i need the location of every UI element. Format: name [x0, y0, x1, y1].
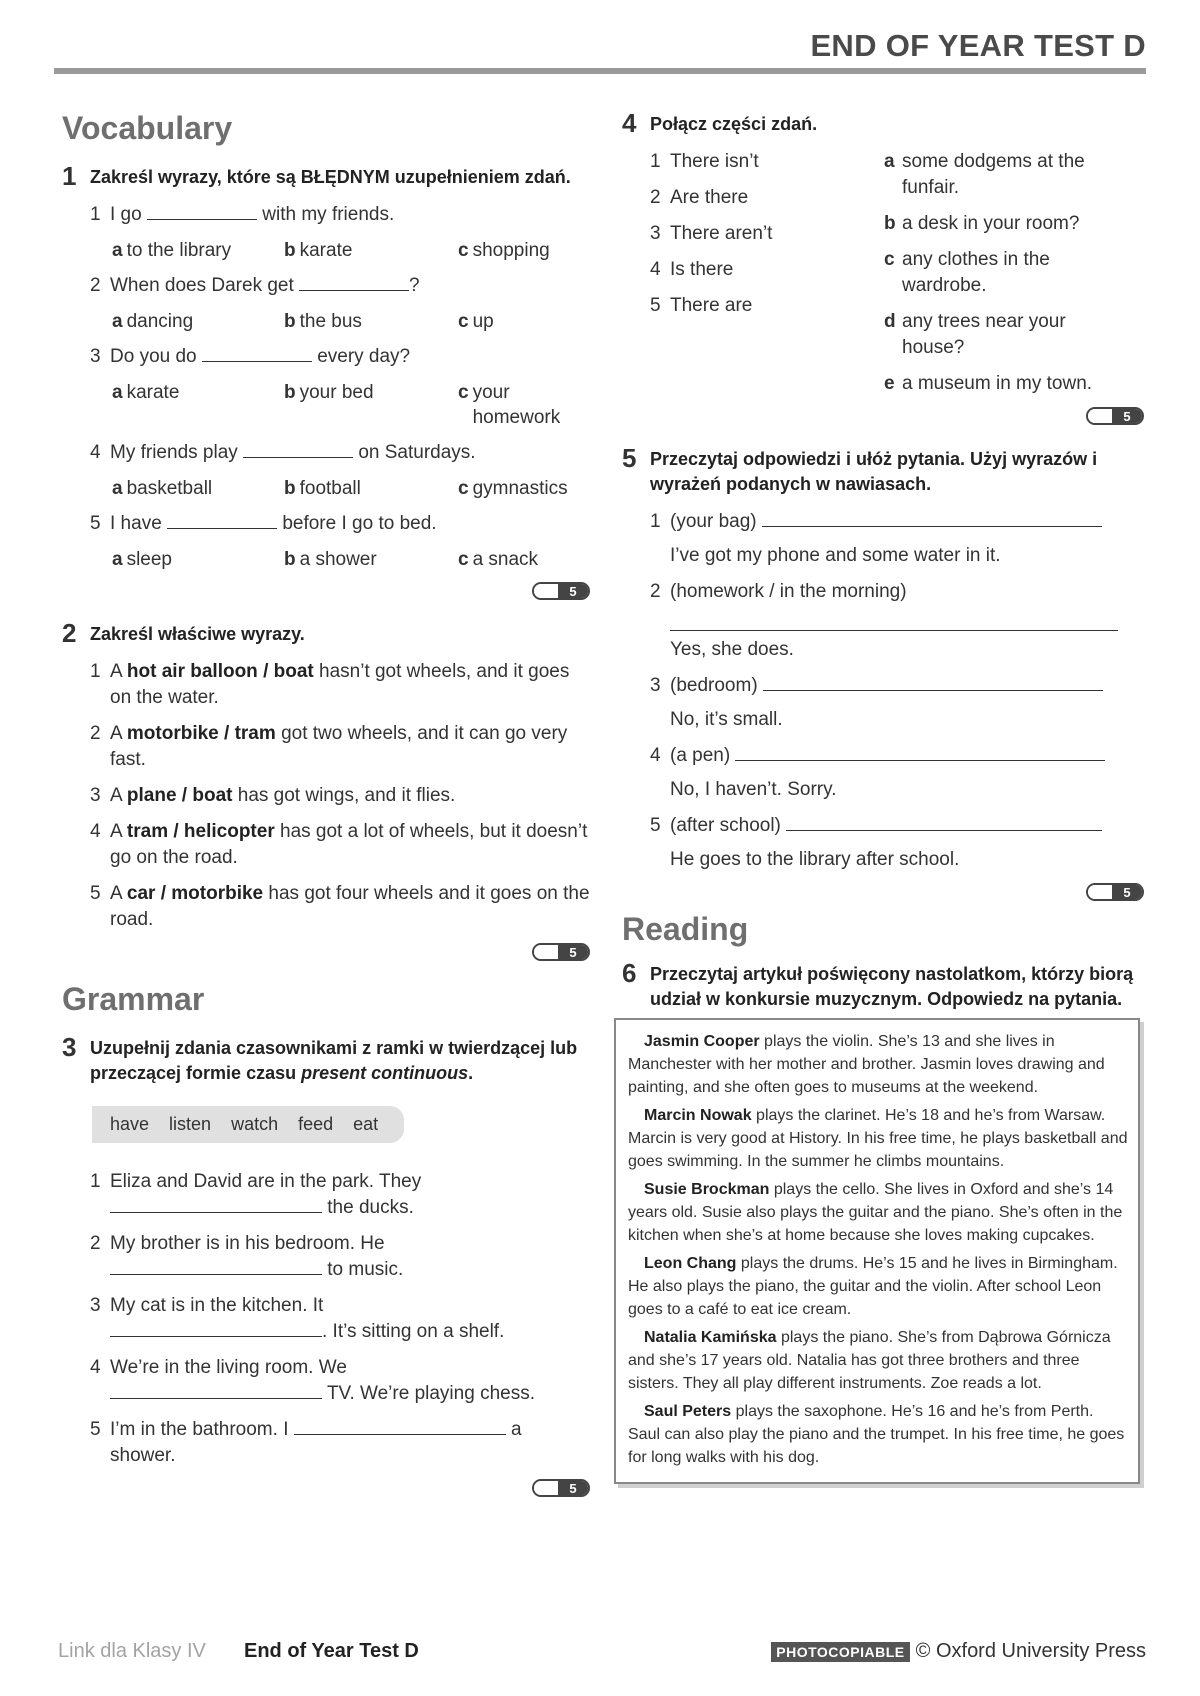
item-text: I go [110, 204, 142, 225]
reading-paragraph: Leon Chang plays the drums. He’s 15 and he lives in Birmingham. He also plays the piano, the guitar and the violin. After school Leon goes to a café to eat ice cream. [628, 1255, 1118, 1318]
item-text: with my friends. [262, 204, 395, 225]
score-input[interactable] [1088, 885, 1112, 899]
option-b[interactable]: b the bus [284, 311, 362, 332]
exercise-5-header [622, 445, 1144, 497]
word-choice[interactable]: hot air balloon / boat [126, 661, 314, 682]
gap-item [90, 273, 590, 299]
exercise-3-header [62, 1034, 590, 1086]
gap-item [90, 344, 590, 370]
score-input[interactable] [534, 945, 558, 959]
exercise-1-header [62, 163, 590, 190]
answer-blank[interactable] [735, 743, 1105, 761]
given-answer: No, it’s small. [670, 709, 783, 730]
item-text: before I go to bed. [282, 513, 437, 534]
page-header [54, 26, 1146, 74]
item-text: ? [409, 275, 420, 296]
page-footer [58, 1640, 1146, 1670]
sentence-start[interactable]: 4 Is there [650, 259, 734, 280]
exercise-3-items [62, 1169, 590, 1469]
right-column [622, 110, 1144, 1484]
answer-blank[interactable] [243, 440, 353, 458]
item-text: My friends play [110, 442, 238, 463]
reading-heading: Reading [622, 911, 749, 947]
word-choice[interactable]: plane / boat [126, 785, 233, 806]
sentence-start[interactable]: 1 There isn’t [650, 151, 759, 172]
item-text: I have [110, 513, 162, 534]
question-item: 3 (bedroom) [650, 673, 1144, 699]
exercise-number: 4 [622, 108, 637, 138]
item-number: 5 [90, 883, 101, 904]
test-name: End of Year Test D [244, 1640, 419, 1662]
sentence-starts [650, 149, 884, 407]
choice-item: 3 A plane / boat has got wings, and it flies. [90, 783, 590, 809]
item-number: 5 [90, 1419, 101, 1440]
score-box-ex4 [622, 407, 1144, 425]
gap-item: 2 My brother is in his bedroom. He to music. [90, 1231, 590, 1283]
option-b[interactable]: b your bed [284, 382, 374, 403]
answer-blank[interactable] [763, 673, 1103, 691]
gap-item [90, 440, 590, 466]
item-number: 2 [90, 723, 101, 744]
given-answer: He goes to the library after school. [670, 849, 960, 870]
exercise-instruction: Przeczytaj odpowiedzi i ułóż pytania. Użyj wyrazów i wyrażeń podanych w nawiasach. [650, 449, 1098, 494]
word-choice[interactable]: tram / helicopter [126, 821, 275, 842]
answer-blank[interactable] [110, 1319, 322, 1337]
item-number: 3 [90, 1295, 101, 1316]
option-b[interactable]: b karate [284, 240, 353, 261]
series-name: Link dla Klasy IV [58, 1640, 206, 1662]
item-number: 2 [90, 275, 101, 296]
matching-exercise [650, 149, 1144, 407]
item-text: every day? [317, 346, 411, 367]
score-max: 5 [558, 945, 588, 959]
score-max: 5 [1112, 409, 1142, 423]
score-box-ex3 [62, 1479, 590, 1497]
exercise-number: 1 [62, 161, 77, 191]
sentence-endings [884, 149, 1144, 407]
option-b[interactable]: b a shower [284, 549, 377, 570]
answer-blank[interactable] [202, 344, 312, 362]
item-number: 2 [90, 1233, 101, 1254]
gap-item [90, 202, 590, 228]
option-b[interactable]: b football [284, 478, 361, 499]
option-a[interactable]: a sleep [112, 549, 172, 570]
exercise-2-items [62, 659, 590, 933]
answer-blank[interactable] [147, 202, 257, 220]
score-input[interactable] [534, 584, 558, 598]
item-number: 1 [90, 204, 101, 225]
reading-paragraph: Susie Brockman plays the cello. She lives in Oxford and she’s 14 years old. Susie also plays the guitar and the piano. She’s often in the kitchen when she’s at home because she loves making cupcakes. [628, 1181, 1123, 1244]
item-number: 3 [90, 346, 101, 367]
option-c[interactable]: c up [458, 311, 494, 332]
item-number: 4 [90, 442, 101, 463]
item-text: Do you do [110, 346, 197, 367]
sentence-ending[interactable]: a some dodgems at the funfair. [884, 151, 1085, 198]
item-number: 1 [90, 661, 101, 682]
exercise-instruction: Zakreśl właściwe wyrazy. [90, 624, 305, 644]
exercise-instruction: Zakreśl wyrazy, które są BŁĘDNYM uzupełnieniem zdań. [90, 167, 571, 187]
left-column [62, 110, 590, 1517]
word-box-item: listen [169, 1114, 212, 1134]
option-a[interactable]: a karate [112, 382, 180, 403]
answer-blank[interactable] [762, 509, 1102, 527]
score-box-ex5 [622, 883, 1144, 901]
gap-item: 3 My cat is in the kitchen. It . It’s sitting on a shelf. [90, 1293, 590, 1345]
reading-paragraph: Jasmin Cooper plays the violin. She’s 13 and she lives in Manchester with her mother and brother. Jasmin loves drawing and painting, and she often goes to museums at the weekend. [628, 1033, 1105, 1096]
exercise-instruction: Uzupełnij zdania czasownikami z ramki w twierdzącej lub przeczącej formie czasu present continuous. [90, 1038, 578, 1083]
grammar-heading: Grammar [62, 981, 205, 1017]
score-max: 5 [1112, 885, 1142, 899]
sentence-ending[interactable]: c any clothes in the wardrobe. [884, 249, 1050, 296]
answer-blank[interactable] [110, 1381, 322, 1399]
option-c[interactable]: c shopping [458, 240, 550, 261]
score-max: 5 [558, 1481, 588, 1495]
choice-item: 4 A tram / helicopter has got a lot of wheels, but it doesn’t go on the road. [90, 819, 590, 871]
sentence-start[interactable]: 2 Are there [650, 187, 749, 208]
word-choice[interactable]: motorbike / tram [126, 723, 276, 744]
exercise-number: 6 [622, 958, 637, 988]
option-row [112, 309, 590, 334]
question-item [670, 609, 1144, 631]
word-box [92, 1106, 404, 1143]
item-number: 5 [90, 513, 101, 534]
given-answer: No, I haven’t. Sorry. [670, 779, 837, 800]
option-a[interactable]: a dancing [112, 311, 194, 332]
reading-paragraph: Natalia Kamińska plays the piano. She’s from Dąbrowa Górnicza and she’s 17 years old. Natalia has got three brothers and three sisters. They all play different instruments. Zoe reads a lot. [628, 1329, 1111, 1392]
given-answer: I’ve got my phone and some water in it. [670, 545, 1001, 566]
choice-item: 2 A motorbike / tram got two wheels, and it can go very fast. [90, 721, 590, 773]
given-answer: Yes, she does. [670, 639, 794, 660]
item-text: on Saturdays. [358, 442, 476, 463]
exercise-number: 5 [622, 443, 637, 473]
option-row [112, 547, 590, 572]
exercise-4-header [622, 110, 1144, 137]
question-item: 5 (after school) [650, 813, 1144, 839]
sentence-ending[interactable]: b a desk in your room? [884, 213, 1080, 234]
score-input[interactable] [1088, 409, 1112, 423]
option-c[interactable]: c your homework [458, 382, 561, 428]
word-box-item: feed [298, 1114, 334, 1134]
answer-blank[interactable] [786, 813, 1102, 831]
item-number: 4 [90, 1357, 101, 1378]
score-input[interactable] [534, 1481, 558, 1495]
reading-text-box [614, 1018, 1140, 1484]
item-number: 1 [90, 1171, 101, 1192]
gap-item: 5 I’m in the bathroom. I a shower. [90, 1417, 590, 1469]
choice-item: 5 A car / motorbike has got four wheels and it goes on the road. [90, 881, 590, 933]
exercise-number: 2 [62, 618, 77, 648]
answer-blank[interactable] [167, 511, 277, 529]
score-box-ex1 [62, 582, 590, 600]
answer-blank[interactable] [294, 1417, 506, 1435]
exercise-6-header [622, 960, 1144, 1012]
option-row [112, 238, 590, 263]
publisher: © Oxford University Press [915, 1640, 1146, 1662]
exercise-5-items [622, 509, 1144, 873]
word-choice[interactable]: car / motorbike [126, 883, 264, 904]
option-c[interactable]: c gymnastics [458, 478, 568, 499]
score-box-ex2 [62, 943, 590, 961]
answer-blank[interactable] [299, 273, 409, 291]
exercise-instruction: Przeczytaj artykuł poświęcony nastolatkom, którzy biorą udział w konkursie muzycznym. Odpowiedz na pytania. [650, 964, 1134, 1009]
sentence-ending[interactable]: d any trees near your house? [884, 311, 1066, 358]
reading-paragraph: Saul Peters plays the saxophone. He’s 16 and he’s from Perth. Saul can also play the piano and the trumpet. In his free time, he goes for long walks with his dog. [628, 1403, 1125, 1466]
gap-item: 1 Eliza and David are in the park. They the ducks. [90, 1169, 590, 1221]
sentence-start[interactable]: 5 There are [650, 295, 753, 316]
score-max: 5 [558, 584, 588, 598]
reading-paragraph: Marcin Nowak plays the clarinet. He’s 18 and he’s from Warsaw. Marcin is very good at History. In his free time, he plays basketball and goes swimming. In the summer he climbs mountains. [628, 1107, 1128, 1170]
item-text: When does Darek get [110, 275, 294, 296]
option-row [112, 476, 590, 501]
gap-item [90, 511, 590, 537]
answer-blank[interactable] [670, 609, 1118, 631]
exercise-instruction: Połącz części zdań. [650, 114, 818, 134]
choice-item: 1 A hot air balloon / boat hasn’t got wheels, and it goes on the water. [90, 659, 590, 711]
option-a[interactable]: a basketball [112, 478, 213, 499]
word-box-item: have [110, 1114, 150, 1134]
question-item: 2 (homework / in the morning) [650, 581, 907, 602]
option-a[interactable]: a to the library [112, 240, 232, 261]
sentence-ending[interactable]: e a museum in my town. [884, 373, 1093, 394]
sentence-start[interactable]: 3 There aren’t [650, 223, 773, 244]
item-number: 4 [90, 821, 101, 842]
word-box-item: watch [231, 1114, 279, 1134]
item-number: 3 [90, 785, 101, 806]
option-row [112, 380, 590, 430]
exercise-2-header [62, 620, 590, 647]
page-title: END OF YEAR TEST D [810, 28, 1146, 63]
question-item: 1 (your bag) [650, 509, 1144, 535]
answer-blank[interactable] [110, 1195, 322, 1213]
question-item: 4 (a pen) [650, 743, 1144, 769]
word-box-item: eat [353, 1114, 379, 1134]
answer-blank[interactable] [110, 1257, 322, 1275]
gap-item: 4 We’re in the living room. We TV. We’re playing chess. [90, 1355, 590, 1407]
photocopiable-badge: PHOTOCOPIABLE [771, 1642, 909, 1662]
exercise-1-items [62, 202, 590, 572]
exercise-number: 3 [62, 1032, 77, 1062]
vocabulary-heading: Vocabulary [62, 110, 233, 146]
option-c[interactable]: c a snack [458, 549, 539, 570]
